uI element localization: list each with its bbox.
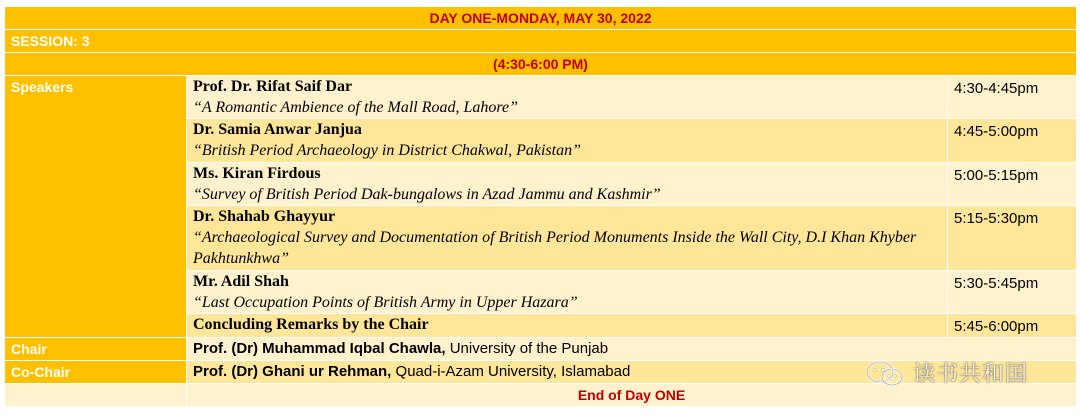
- end-of-day: End of Day ONE: [187, 384, 1077, 407]
- speaker-name: Mr. Adil Shah: [193, 273, 289, 290]
- talk-time: 4:45-5:00pm: [948, 119, 1077, 163]
- talk-title: “A Romantic Ambience of the Mall Road, Lahore”: [193, 99, 519, 116]
- talk-time: 4:30-4:45pm: [948, 76, 1077, 119]
- talk-title: “Archaeological Survey and Documentation of British Period Monuments Inside the Wall City, D.I Khan Khyber Pakhtunkhwa”: [193, 229, 917, 267]
- co-chair-cell: [187, 361, 1077, 384]
- talk-time: 5:30-5:45pm: [948, 271, 1077, 314]
- speakers-label: Speakers: [5, 76, 187, 338]
- program-schedule: [4, 6, 1076, 407]
- speaker-cell: [187, 206, 948, 271]
- session-label: SESSION: 3: [5, 30, 1077, 53]
- concluding-cell: [187, 314, 948, 338]
- speaker-name: Dr. Shahab Ghayyur: [193, 208, 336, 225]
- co-chair-row: [5, 361, 1077, 384]
- session-row: [5, 30, 1077, 53]
- end-row: [5, 384, 1077, 407]
- chair-cell: [187, 338, 1077, 361]
- talk-time: 5:00-5:15pm: [948, 163, 1077, 206]
- concluding-time: 5:45-6:00pm: [948, 314, 1077, 338]
- chair-name: Prof. (Dr) Muhammad Iqbal Chawla,: [193, 340, 446, 357]
- day-header-row: [5, 7, 1077, 30]
- co-chair-affiliation: Quad-i-Azam University, Islamabad: [391, 363, 631, 380]
- co-chair-label: Co-Chair: [5, 361, 187, 384]
- talk-time: 5:15-5:30pm: [948, 206, 1077, 271]
- day-header: DAY ONE-MONDAY, MAY 30, 2022: [5, 7, 1077, 30]
- chair-label: Chair: [5, 338, 187, 361]
- speaker-cell: [187, 271, 948, 314]
- talk-title: “British Period Archaeology in District Chakwal, Pakistan”: [193, 142, 581, 159]
- empty-cell: [5, 384, 187, 407]
- speaker-name: Dr. Samia Anwar Janjua: [193, 121, 362, 138]
- table-row: [5, 76, 1077, 119]
- chair-row: [5, 338, 1077, 361]
- schedule-table: [4, 6, 1077, 407]
- chair-affiliation: University of the Punjab: [445, 340, 609, 357]
- session-time: (4:30-6:00 PM): [5, 53, 1077, 76]
- talk-title: “Last Occupation Points of British Army in Upper Hazara”: [193, 294, 578, 311]
- speaker-cell: [187, 163, 948, 206]
- speaker-cell: [187, 76, 948, 119]
- watermark-text: 读书共和国: [913, 362, 1029, 387]
- concluding-remarks: Concluding Remarks by the Chair: [193, 316, 429, 333]
- co-chair-name: Prof. (Dr) Ghani ur Rehman,: [193, 363, 392, 380]
- talk-title: “Survey of British Period Dak-bungalows in Azad Jammu and Kashmir”: [193, 186, 661, 203]
- speaker-name: Ms. Kiran Firdous: [193, 165, 321, 182]
- speaker-cell: [187, 119, 948, 163]
- speaker-name: Prof. Dr. Rifat Saif Dar: [193, 78, 353, 95]
- session-time-row: [5, 53, 1077, 76]
